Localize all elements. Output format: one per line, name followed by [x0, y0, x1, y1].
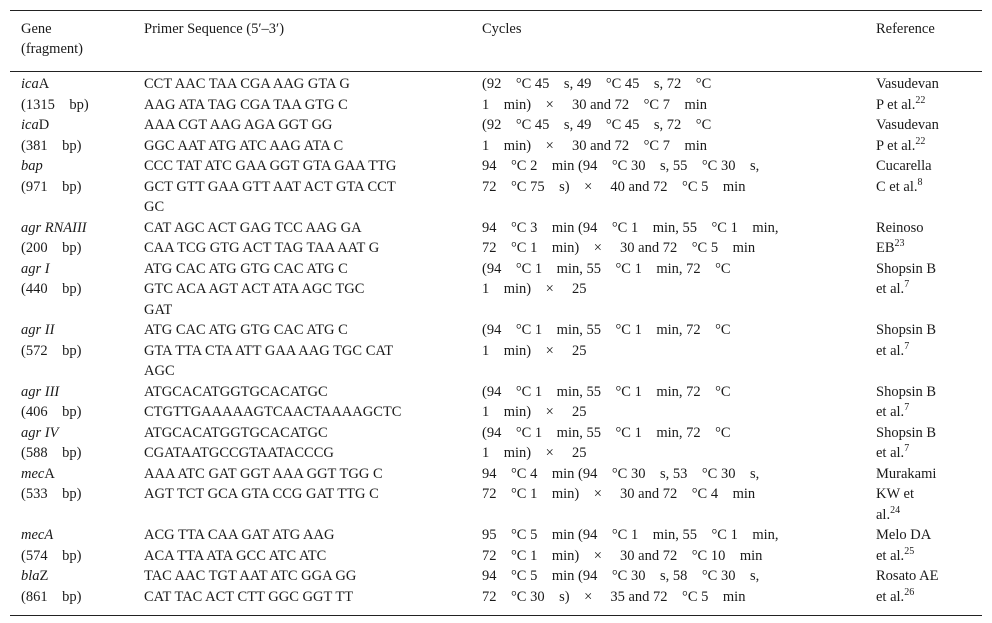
gene-name [21, 218, 144, 239]
primer-sequence-line: GC [144, 199, 165, 215]
table-row [10, 156, 982, 218]
primer-cell [144, 566, 482, 616]
cycles-line: (92 °C 45 s, 49 °C 45 s, 72 °C [482, 76, 712, 92]
header-primer: Primer Sequence (5′–3′) [144, 11, 482, 72]
reference-citation-number: 7 [904, 402, 910, 414]
gene-name-suffix: Z [39, 568, 49, 584]
reference-text: Melo DA [876, 527, 932, 543]
reference-text: et al. [876, 281, 905, 297]
primer-sequence-line: GTC ACA AGT ACT ATA AGC TGC [144, 281, 365, 297]
reference-text: P et al. [876, 96, 916, 113]
header-reference: Reference [876, 11, 982, 72]
primer-sequence-line: GGC AAT ATG ATC AAG ATA C [144, 137, 344, 154]
gene-fragment: (200 bp) [21, 240, 82, 256]
cycles-line: 1 min) × 25 [482, 445, 587, 461]
cycles-cell [482, 320, 876, 382]
gene-cell [10, 566, 144, 616]
cycles-line: 94 °C 5 min (94 °C 30 s, 58 °C 30 s, [482, 568, 760, 584]
gene-fragment: (440 bp) [21, 281, 82, 297]
primer-cell [144, 156, 482, 218]
cycles-line: 94 °C 2 min (94 °C 30 s, 55 °C 30 s, [482, 158, 760, 174]
table-row [10, 525, 982, 566]
primer-sequence-line: CCC TAT ATC GAA GGT GTA GAA TTG [144, 158, 397, 174]
reference-text: et al. [876, 404, 905, 420]
table-row [10, 566, 982, 616]
cycles-cell [482, 423, 876, 464]
cycles-line: 72 °C 1 min) × 30 and 72 °C 10 min [482, 547, 763, 564]
gene-name [21, 382, 144, 403]
cycles-line: (94 °C 1 min, 55 °C 1 min, 72 °C [482, 383, 731, 400]
cycles-line: 72 °C 75 s) × 40 and 72 °C 5 min [482, 178, 746, 195]
table-row [10, 464, 982, 526]
reference-citation-number: 24 [890, 504, 901, 516]
gene-cell [10, 464, 144, 526]
reference-line [876, 74, 982, 95]
reference-text: Shopsin B [876, 260, 937, 277]
reference-line [876, 218, 982, 239]
reference-cell [876, 320, 982, 382]
primer-sequence-line: GAT [144, 301, 173, 318]
primer-sequence-line: ATGCACATGGTGCACATGC [144, 383, 328, 400]
cycles-line: (92 °C 45 s, 49 °C 45 s, 72 °C [482, 117, 712, 133]
header-row [10, 11, 982, 72]
reference-text: Vasudevan [876, 117, 939, 133]
gene-name-italic: ica [21, 117, 39, 133]
gene-fragment: (406 bp) [21, 404, 82, 420]
gene-name-italic: bla [21, 568, 40, 584]
gene-cell [10, 259, 144, 321]
cycles-cell [482, 382, 876, 423]
reference-line [876, 423, 982, 444]
header-cycles: Cycles [482, 11, 876, 72]
gene-name-italic: agr I [21, 260, 50, 277]
reference-citation-number: 7 [904, 279, 910, 291]
primer-cell [144, 259, 482, 321]
gene-name [21, 115, 144, 136]
reference-cell [876, 115, 982, 156]
reference-text: Reinoso [876, 219, 924, 236]
reference-line [876, 566, 982, 587]
reference-text: C et al. [876, 178, 918, 195]
primer-cell [144, 72, 482, 116]
primer-cell [144, 218, 482, 259]
gene-name-italic: agr III [21, 383, 60, 400]
cycles-line: (94 °C 1 min, 55 °C 1 min, 72 °C [482, 260, 731, 277]
table-row [10, 382, 982, 423]
table-row [10, 218, 982, 259]
reference-text: Shopsin B [876, 383, 937, 400]
reference-citation-number: 8 [917, 176, 923, 188]
primer-sequence-line: AGC [144, 363, 175, 379]
gene-name-italic: agr II [21, 322, 55, 338]
cycles-cell [482, 464, 876, 526]
gene-cell [10, 115, 144, 156]
gene-fragment: (574 bp) [21, 547, 82, 564]
reference-citation-number: 23 [894, 238, 905, 250]
header-gene-line: Gene [21, 21, 52, 37]
gene-fragment: (533 bp) [21, 486, 82, 502]
reference-text: et al. [876, 445, 905, 461]
reference-text: et al. [876, 547, 905, 564]
gene-name-suffix: A [38, 76, 50, 92]
cycles-line: (94 °C 1 min, 55 °C 1 min, 72 °C [482, 424, 731, 441]
gene-cell [10, 218, 144, 259]
primer-cell [144, 382, 482, 423]
primer-sequence-line: GCT GTT GAA GTT AAT ACT GTA CCT [144, 178, 396, 195]
gene-name-italic: ica [21, 76, 39, 92]
primer-sequence-line: ACG TTA CAA GAT ATG AAG [144, 527, 335, 543]
primer-cell [144, 423, 482, 464]
reference-text: al. [876, 506, 891, 523]
primer-sequence-line: TAC AAC TGT AAT ATC GGA GG [144, 568, 357, 584]
primer-sequence-line: AAG ATA TAG CGA TAA GTG C [144, 96, 348, 113]
reference-line [876, 587, 982, 608]
reference-citation-number: 25 [904, 545, 915, 557]
primer-cell [144, 320, 482, 382]
cycles-line: 94 °C 4 min (94 °C 30 s, 53 °C 30 s, [482, 465, 760, 482]
header-gene-line: (fragment) [21, 41, 83, 57]
reference-line [876, 546, 982, 567]
primer-cell [144, 525, 482, 566]
table-row [10, 320, 982, 382]
primer-sequence-line: CGATAATGCCGTAATACCCG [144, 445, 334, 461]
gene-cell [10, 382, 144, 423]
reference-citation-number: 22 [915, 94, 926, 106]
table-row [10, 259, 982, 321]
reference-cell [876, 566, 982, 616]
reference-line [876, 259, 982, 280]
reference-text: EB [876, 240, 895, 256]
cycles-cell [482, 218, 876, 259]
cycles-line: 1 min) × 25 [482, 342, 587, 359]
reference-line [876, 525, 982, 546]
reference-line [876, 156, 982, 177]
reference-text: et al. [876, 588, 905, 605]
gene-name-italic: bap [21, 158, 43, 174]
gene-fragment: (1315 bp) [21, 96, 89, 113]
reference-text: Shopsin B [876, 322, 937, 338]
cycles-cell [482, 525, 876, 566]
gene-cell [10, 320, 144, 382]
cycles-cell [482, 156, 876, 218]
reference-line [876, 279, 982, 300]
reference-line [876, 238, 982, 259]
cycles-line: 1 min) × 25 [482, 281, 587, 297]
reference-text: Shopsin B [876, 424, 937, 441]
primer-sequence-line: CCT AAC TAA CGA AAG GTA G [144, 76, 350, 92]
cycles-line: 1 min) × 30 and 72 °C 7 min [482, 137, 708, 154]
primer-cell [144, 115, 482, 156]
primer-sequence-line: ATG CAC ATG GTG CAC ATG C [144, 260, 348, 277]
primer-sequence-line: AAA ATC GAT GGT AAA GGT TGG C [144, 465, 383, 482]
reference-text: Vasudevan [876, 76, 939, 92]
reference-citation-number: 22 [915, 135, 926, 147]
reference-line [876, 443, 982, 464]
cycles-cell [482, 259, 876, 321]
reference-citation-number: 7 [904, 443, 910, 455]
cycles-line: 95 °C 5 min (94 °C 1 min, 55 °C 1 min, [482, 527, 779, 543]
reference-cell [876, 464, 982, 526]
gene-name [21, 259, 144, 280]
cycles-line: 1 min) × 30 and 72 °C 7 min [482, 96, 708, 113]
gene-name [21, 464, 144, 485]
primer-sequence-line: CAT TAC ACT CTT GGC GGT TT [144, 588, 354, 605]
cycles-line: (94 °C 1 min, 55 °C 1 min, 72 °C [482, 322, 731, 338]
gene-name [21, 320, 144, 341]
cycles-line: 72 °C 30 s) × 35 and 72 °C 5 min [482, 588, 746, 605]
gene-cell [10, 423, 144, 464]
gene-name-suffix: D [38, 117, 50, 133]
reference-line [876, 95, 982, 116]
primer-sequence-line: ACA TTA ATA GCC ATC ATC [144, 547, 327, 564]
reference-line [876, 484, 982, 505]
reference-line [876, 505, 982, 526]
header-gene [10, 11, 144, 72]
reference-cell [876, 72, 982, 116]
primer-sequence-line: CAT AGC ACT GAG TCC AAG GA [144, 219, 362, 236]
reference-line [876, 464, 982, 485]
reference-line [876, 136, 982, 157]
cycles-line: 72 °C 1 min) × 30 and 72 °C 4 min [482, 486, 756, 502]
gene-cell [10, 72, 144, 116]
gene-cell [10, 156, 144, 218]
primer-sequence-line: ATGCACATGGTGCACATGC [144, 424, 328, 441]
reference-cell [876, 218, 982, 259]
primer-sequence-line: AGT TCT GCA GTA CCG GAT TTG C [144, 486, 379, 502]
gene-fragment: (572 bp) [21, 342, 82, 359]
reference-text: Murakami [876, 465, 937, 482]
gene-fragment: (861 bp) [21, 588, 82, 605]
reference-cell [876, 382, 982, 423]
reference-cell [876, 259, 982, 321]
reference-cell [876, 423, 982, 464]
gene-name [21, 525, 144, 546]
cycles-cell [482, 115, 876, 156]
primer-table [10, 10, 982, 616]
reference-text: et al. [876, 342, 905, 359]
reference-citation-number: 26 [904, 586, 915, 598]
reference-line [876, 402, 982, 423]
gene-name-italic: agr IV [21, 424, 59, 441]
reference-text: KW et [876, 486, 914, 502]
reference-line [876, 382, 982, 403]
gene-cell [10, 525, 144, 566]
table-body [10, 72, 982, 616]
cycles-line: 72 °C 1 min) × 30 and 72 °C 5 min [482, 240, 756, 256]
primer-cell [144, 464, 482, 526]
table-row [10, 115, 982, 156]
gene-fragment: (588 bp) [21, 445, 82, 461]
gene-name [21, 156, 144, 177]
gene-name [21, 74, 144, 95]
table-row [10, 423, 982, 464]
gene-name-italic: mecA [21, 527, 54, 543]
table-row [10, 72, 982, 116]
primer-sequence-line: CTGTTGAAAAAGTCAACTAAAAGCTC [144, 404, 402, 420]
gene-name [21, 423, 144, 444]
reference-text: P et al. [876, 137, 916, 154]
gene-fragment: (381 bp) [21, 137, 82, 154]
reference-line [876, 177, 982, 198]
reference-line [876, 341, 982, 362]
primer-sequence-line: GTA TTA CTA ATT GAA AAG TGC CAT [144, 342, 394, 359]
reference-citation-number: 7 [904, 340, 910, 352]
reference-line [876, 115, 982, 136]
primer-sequence-line: CAA TCG GTG ACT TAG TAA AAT G [144, 240, 380, 256]
cycles-cell [482, 72, 876, 116]
reference-line [876, 320, 982, 341]
primer-sequence-line: ATG CAC ATG GTG CAC ATG C [144, 322, 348, 338]
cycles-cell [482, 566, 876, 616]
gene-name-suffix: A [44, 465, 55, 482]
reference-cell [876, 156, 982, 218]
primer-sequence-line: AAA CGT AAG AGA GGT GG [144, 117, 333, 133]
gene-name [21, 566, 144, 587]
reference-text: Rosato AE [876, 568, 939, 584]
reference-cell [876, 525, 982, 566]
gene-name-italic: agr RNAIII [21, 219, 87, 236]
gene-fragment: (971 bp) [21, 178, 82, 195]
reference-text: Cucarella [876, 158, 932, 174]
gene-name-italic: mec [21, 465, 45, 482]
cycles-line: 1 min) × 25 [482, 404, 587, 420]
cycles-line: 94 °C 3 min (94 °C 1 min, 55 °C 1 min, [482, 219, 779, 236]
